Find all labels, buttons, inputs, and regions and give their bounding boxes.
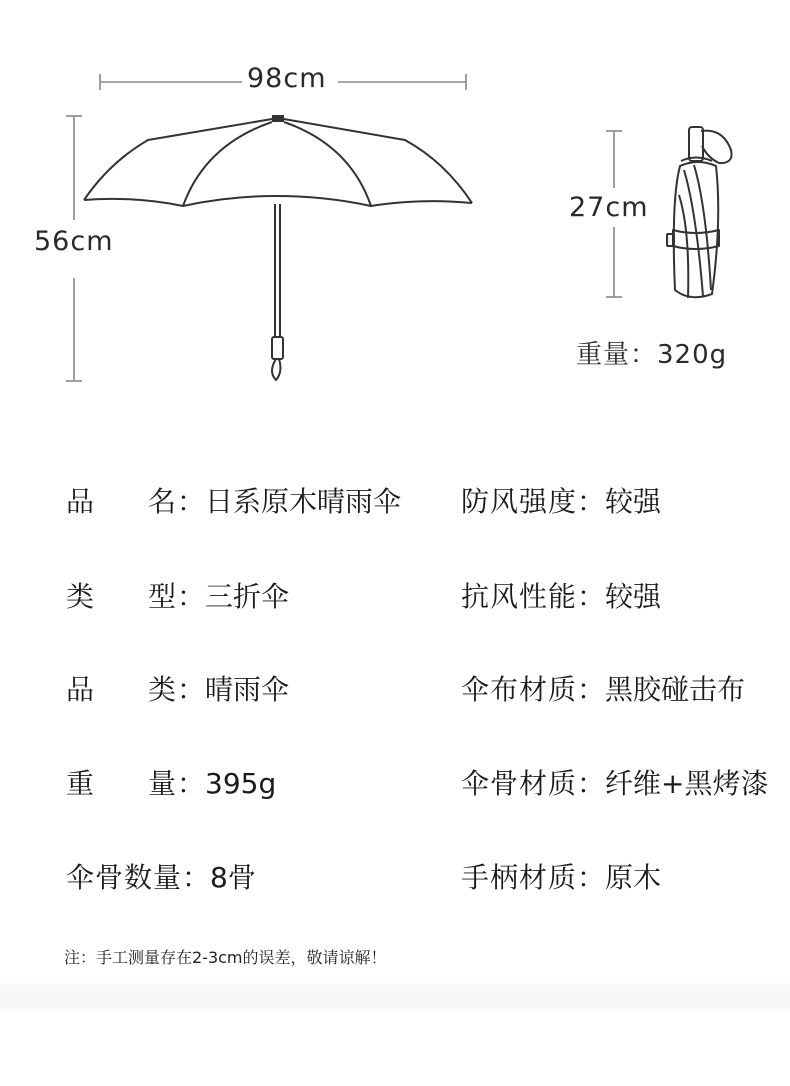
spec-label: 型 — [147, 580, 177, 613]
spec-separator: ： — [177, 673, 206, 706]
spec-label: 品 — [66, 485, 96, 518]
folded-weight-label: 重量： — [576, 340, 658, 370]
spec-value: 395g — [205, 767, 277, 800]
spec-value: 三折伞 — [205, 580, 290, 613]
size-diagram — [0, 0, 790, 420]
spec-category — [66, 665, 289, 715]
spec-separator: ： — [577, 673, 606, 706]
open-umbrella-icon — [84, 115, 472, 380]
spec-label: 品 — [66, 673, 96, 706]
bottom-fade-divider — [0, 975, 790, 1015]
spec-value: 较强 — [605, 485, 662, 518]
spec-value: 8骨 — [210, 861, 256, 894]
spec-handle-material — [461, 853, 661, 903]
spec-rib-material — [461, 759, 769, 809]
folded-weight-value: 320g — [657, 340, 728, 370]
spec-separator: ： — [177, 485, 206, 518]
spec-type — [66, 572, 289, 622]
spec-separator: ： — [577, 485, 606, 518]
folded-weight — [576, 334, 727, 371]
spec-label: 类 — [66, 580, 96, 613]
spec-row — [0, 759, 790, 809]
spec-separator: ： — [182, 861, 211, 894]
spec-product-name — [66, 477, 401, 527]
spec-row — [0, 572, 790, 622]
open-width-label: 98cm — [247, 63, 327, 94]
spec-value: 日系原木晴雨伞 — [205, 485, 402, 518]
spec-weight — [66, 759, 276, 809]
spec-separator: ： — [177, 767, 206, 800]
spec-label: 抗风性能 — [461, 580, 578, 613]
spec-value: 原木 — [605, 861, 662, 894]
spec-label: 名 — [147, 485, 177, 518]
spec-value: 较强 — [605, 580, 662, 613]
spec-canopy-material — [461, 665, 745, 715]
folded-umbrella-icon — [667, 127, 732, 298]
spec-wind-strength — [461, 477, 661, 527]
spec-label: 类 — [147, 673, 177, 706]
spec-separator: ： — [577, 767, 606, 800]
spec-value: 纤维+黑烤漆 — [605, 767, 769, 800]
spec-label: 重 — [66, 767, 96, 800]
folded-length-label: 27cm — [569, 192, 649, 223]
spec-row — [0, 665, 790, 715]
spec-label: 伞骨材质 — [461, 767, 578, 800]
spec-row — [0, 477, 790, 527]
measurement-note: 注：手工测量存在2-3cm的误差，敬请谅解！ — [64, 948, 387, 967]
open-height-label: 56cm — [34, 226, 114, 257]
spec-row — [0, 853, 790, 903]
spec-separator: ： — [577, 861, 606, 894]
spec-label: 防风强度 — [461, 485, 578, 518]
spec-rib-count — [66, 853, 256, 903]
spec-separator: ： — [177, 580, 206, 613]
spec-separator: ： — [577, 580, 606, 613]
spec-label: 伞布材质 — [461, 673, 578, 706]
spec-label: 手柄材质 — [461, 861, 578, 894]
spec-wind-resistance — [461, 572, 661, 622]
spec-value: 晴雨伞 — [205, 673, 290, 706]
spec-value: 黑胶碰击布 — [605, 673, 746, 706]
spec-label: 伞骨数量 — [66, 861, 183, 894]
spec-label: 量 — [147, 767, 177, 800]
